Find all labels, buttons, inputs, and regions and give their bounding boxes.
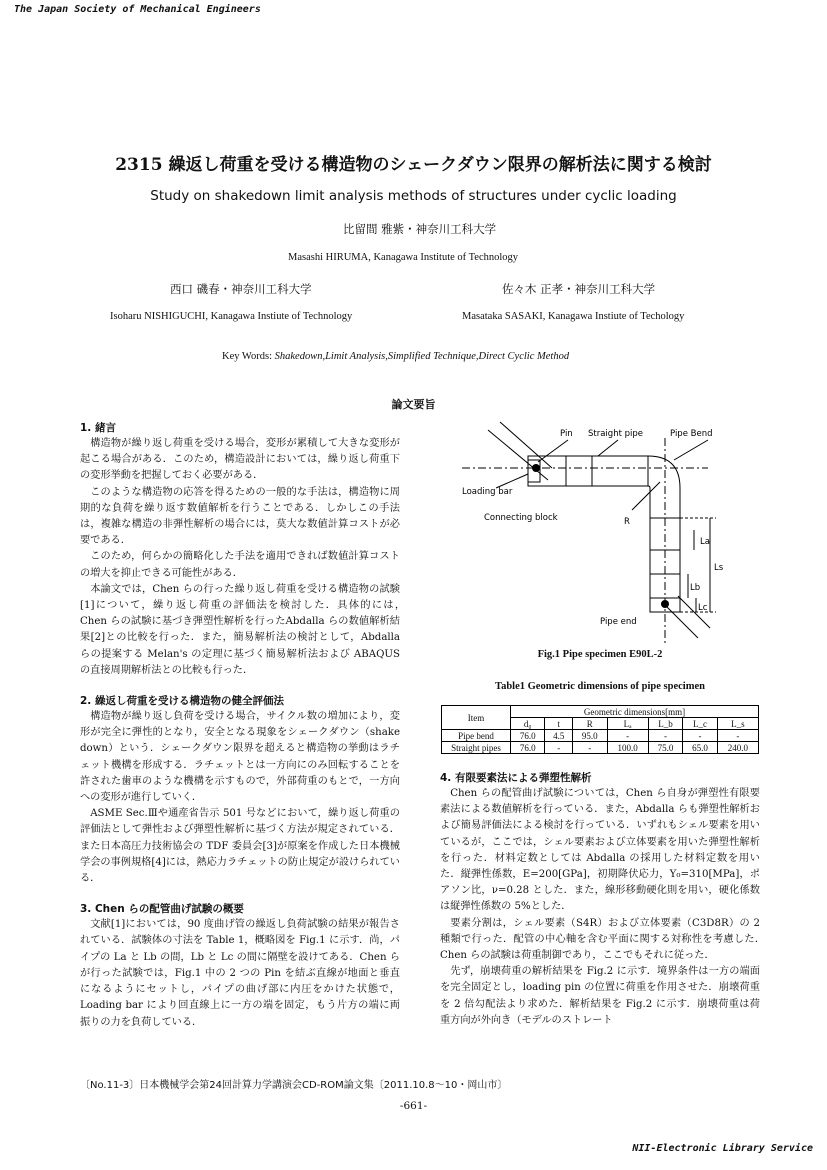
section-1-para: このため，何らかの簡略化した手法を適用できれば数値計算コストの増大を抑止できる可能性がある． (80, 551, 400, 579)
section-1-para: 構造物が繰り返し荷重を受ける場合，変形が累積して大きな変形が起こる場合がある．このため，構造設計においては，繰り返し荷重下の変形挙動を把握しておく必要がある． (80, 438, 400, 482)
cell: 65.0 (683, 742, 717, 754)
cell: 4.5 (545, 730, 573, 742)
author3-en: Masataka SASAKI, Kanagawa Instiute of Techology (462, 311, 685, 322)
label-la: La (700, 537, 710, 547)
abstract-heading: 論文要旨 (391, 398, 436, 411)
label-lc: Lc (698, 603, 708, 613)
paper-title-en: Study on shakedown limit analysis methods of structures under cyclic loading (150, 188, 677, 204)
geometric-dimensions-table (441, 705, 759, 754)
section-3-para: 文献[1]においては，90 度曲げ管の繰返し負荷試験の結果が報告されている．試験体の寸法を Table 1，概略図を Fig.1 に示す．尚，パイプの La と Lb の間，Lb と Lc の間に隔壁を設けてある．Chen らが行った試験では，Fig.1 中の 2 つの Pin を結ぶ直線が地面と垂直になるようにセットし，パイプの曲げ部に内圧をかけた状態で，Loading bar により回直線上に一方の端を固定，もう片方の端に両振りの力を負荷している． (80, 919, 400, 1028)
cell: - (683, 730, 717, 742)
label-pipe-bend: Pipe Bend (670, 429, 713, 439)
pin-top (532, 464, 540, 472)
label-pin: Pin (560, 429, 573, 439)
row-item: Pipe bend (442, 730, 511, 742)
section-4-para: 先ず，崩壊荷重の解析結果を Fig.2 に示す．境界条件は一方の端面を完全固定とし，loading pin の位置に荷重を作用させた．崩壊荷重を 2 倍勾配法より求めた．解析結果を Fig.2 に示す．崩壊荷重は荷重方向が外向き（モデルのストレート (440, 966, 760, 1026)
section-1-para: 本論文では，Chen らの行った繰り返し荷重を受ける構造物の試験 [1]について，繰り返し荷重の評価法を検討した．具体的には， Chen らの試験に基づき弾塑性解析を行ったAbdalla らの数値解析結果[2]との比較を行った．また，簡易解析法の検討として，Abdalla らの提案する Melan's の定理に基づく簡易解析法および ABAQUS の直接周期解析法との比較も行った． (80, 583, 411, 676)
author2-jp: 西口 磯春・神奈川工科大学 (170, 282, 312, 296)
cell: 100.0 (607, 742, 648, 754)
cell: - (648, 730, 682, 742)
label-lb: Lb (690, 583, 701, 593)
label-loading-bar: Loading bar (462, 487, 513, 497)
cell: 95.0 (573, 730, 607, 742)
cell: - (545, 742, 573, 754)
section-3-heading: 3. Chen らの配管曲げ試験の概要 (80, 903, 244, 916)
item-header: Item (442, 706, 511, 730)
row-item: Straight pipes (442, 742, 511, 754)
paper-title-jp: 2315 繰返し荷重を受ける構造物のシェークダウン限界の解析法に関する検討 (115, 155, 712, 175)
table1-caption: Table1 Geometric dimensions of pipe specimen (495, 681, 705, 692)
page-number: -661- (399, 1100, 428, 1112)
figure1-caption: Fig.1 Pipe specimen E90L-2 (537, 649, 663, 660)
section-4-para: Chen らの配管曲げ試験については，Chen ら自身が弾塑性有限要素法による数値解析を行っている．また，Abdalla らも弾塑性解析および簡易評価法による検討を行っている．いずれもシェル要素を用いているが，ここでは，シェル要素および立体要素を用いた弾塑性解析を行った．材料定数としては Abdalla の採用した材料定数を用いた．縦弾性係数，E=200[GPa]，初期降伏応力，Y₀=310[MPa]，ポアソン比，ν=0.28 とした．また，線形移動硬化則を用い，硬化係数は縦弾性係数の 5%とした． (440, 788, 760, 913)
keywords-text: Shakedown,Limit Analysis,Simplified Technique,Direct Cyclic Method (274, 351, 570, 362)
label-straight-pipe: Straight pipe (588, 429, 643, 439)
pipe-specimen-figure (448, 418, 748, 648)
section-2-para: 構造物が繰り返し負荷を受ける場合，サイクル数の増加により，変形が完全に弾性的となり，安全となる現象をシェークダウン（shake down）という．シェークダウン限界を超えると構造物の挙動はラチェット機構を形成する．ラチェットとは一方向にのみ回転することを許された歯車のような機構を示すもので，外部荷重のもとで，一方向への変形が進行していく． (80, 711, 400, 804)
cell: 76.0 (511, 742, 545, 754)
col-header: L_b (648, 718, 682, 730)
label-r: R (624, 517, 630, 527)
author1-en: Masashi HIRUMA, Kanagawa Institute of Technology (288, 252, 519, 263)
group-header: Geometric dimensions[mm] (511, 706, 759, 718)
section-1-heading: 1. 緒言 (80, 422, 116, 434)
keywords-label: Key Words: (222, 351, 272, 362)
right-column (440, 770, 771, 1029)
table-row (442, 730, 759, 742)
horizontal-pipe (528, 456, 648, 486)
keywords-line (222, 351, 569, 362)
col-header: t (545, 718, 573, 730)
col-header: Lₐ (607, 718, 648, 730)
cell: - (573, 742, 607, 754)
library-footer: NII-Electronic Library Service (632, 1143, 813, 1154)
proceedings-footer: 〔No.11-3〕日本機械学会第24回計算力学講演会CD-ROM論文集〔2011.10.8～10・岡山市〕 (80, 1080, 508, 1091)
cell: 76.0 (511, 730, 545, 742)
section-2-para: ASME Sec.Ⅲや通産省告示 501 号などにおいて，繰り返し荷重の評価法として弾性および弾塑性解析に基づく方法が規定されている．また日本高圧力技術協会の TDF 委員会[3]が原案を作成した日本機械学会の事例規格[4]には，熱応力ラチェットの防止規定が設けられている． (80, 808, 400, 885)
section-1-para: このような構造物の応答を得るための一般的な手法は，構造物に周期的な負荷を繰り返す数値解析を行うことである．しかしこの手法は，複雑な構造の非弾性解析の場合には，莫大な数値計算コストが必要である． (80, 486, 400, 547)
left-column (80, 420, 411, 1031)
label-pipe-end: Pipe end (600, 617, 637, 627)
cell: 75.0 (648, 742, 682, 754)
col-header: R (573, 718, 607, 730)
col-header: d₀ (511, 718, 545, 730)
col-header: L_c (683, 718, 717, 730)
col-header: L_s (717, 718, 758, 730)
cell: - (607, 730, 648, 742)
label-connecting-block: Connecting block (484, 513, 558, 523)
author3-jp: 佐々木 正孝・神奈川工科大学 (502, 282, 656, 296)
cell: 240.0 (717, 742, 758, 754)
pin-bottom (661, 600, 669, 608)
section-2-heading: 2. 繰返し荷重を受ける構造物の健全評価法 (80, 695, 284, 708)
label-ls: Ls (714, 563, 724, 573)
society-header: The Japan Society of Mechanical Engineers (14, 4, 261, 15)
section-4-para: 要素分割は，シェル要素（S4R）および立体要素（C3D8R）の 2 種類で行った．配管の中心軸を含む平面に関する対称性を考慮した． Chen らの試験は荷重制御であり，ここでもそれに従った． (440, 917, 771, 962)
author2-en: Isoharu NISHIGUCHI, Kanagawa Instiute of Technology (110, 311, 353, 322)
cell: - (717, 730, 758, 742)
table-row (442, 742, 759, 754)
loading-bar-top (488, 422, 552, 480)
author1-jp: 比留間 雅紫・神奈川工科大学 (343, 222, 497, 236)
section-4-heading: 4. 有限要素法による弾塑性解析 (440, 772, 592, 784)
